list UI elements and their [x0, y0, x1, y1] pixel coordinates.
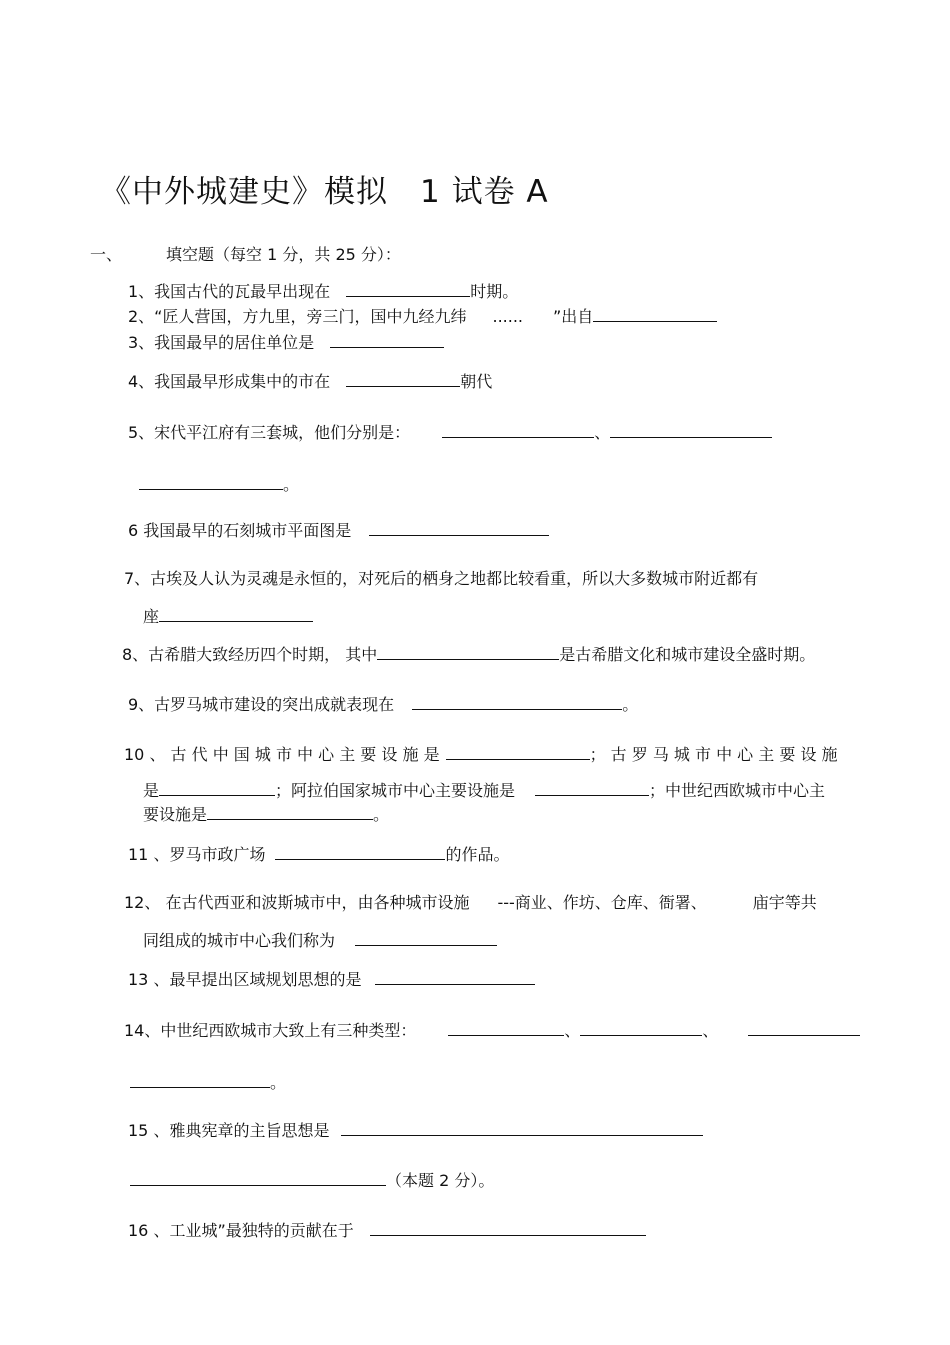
question-13-text: 13 、最早提出区域规划思想的是 — [128, 970, 362, 989]
answer-blank[interactable] — [446, 742, 590, 760]
answer-blank[interactable] — [448, 1018, 564, 1036]
question-9-text: 9、古罗马城市建设的突出成就表现在 — [128, 695, 395, 714]
section-heading-row — [90, 244, 401, 266]
question-12-text: 12、 在古代西亚和波斯城市中，由各种城市设施 — [124, 893, 470, 912]
question-7-continued — [143, 604, 313, 628]
answer-blank[interactable] — [377, 642, 559, 660]
answer-blank[interactable] — [341, 1118, 703, 1136]
answer-blank[interactable] — [275, 842, 445, 860]
answer-blank[interactable] — [330, 330, 444, 348]
question-1 — [128, 279, 518, 303]
answer-blank[interactable] — [355, 928, 497, 946]
question-12-continued — [143, 928, 497, 952]
separator: 、 — [594, 423, 611, 442]
answer-blank[interactable] — [159, 778, 275, 796]
question-15-note: （本题 2 分）。 — [386, 1171, 495, 1190]
question-9 — [128, 692, 638, 716]
question-14 — [124, 1018, 860, 1042]
section-number: 一、 — [90, 245, 123, 264]
question-5-continued — [139, 472, 299, 496]
question-11 — [128, 842, 509, 866]
question-10-text-b: ； 古 罗 马 城 市 中 心 主 要 设 施 — [589, 745, 838, 764]
answer-blank[interactable] — [580, 1018, 702, 1036]
answer-blank[interactable] — [748, 1018, 860, 1036]
question-5-text: 5、宋代平江府有三套城，他们分别是： — [128, 423, 411, 442]
question-3-text: 3、我国最早的居住单位是 — [128, 333, 315, 352]
separator: 、 — [702, 1021, 719, 1040]
question-12-text-c: 庙宇等共 — [752, 893, 817, 912]
question-2-text: 2、“匠人营国，方九里，旁三门，国中九经九纬 — [128, 307, 467, 326]
question-1-suffix: 时期。 — [470, 282, 519, 301]
question-12-text-b: ---商业、作坊、仓库、衙署、 — [497, 893, 707, 912]
question-15-text: 15 、雅典宪章的主旨思想是 — [128, 1121, 330, 1140]
question-12-text-d: 同组成的城市中心我们称为 — [143, 931, 336, 950]
question-10-text: 10 、 古 代 中 国 城 市 中 心 主 要 设 施 是 — [124, 745, 440, 764]
question-11-suffix: 的作品。 — [445, 845, 510, 864]
question-10-continued — [143, 778, 825, 802]
question-10-text-f: 要设施是 — [143, 805, 208, 824]
question-14-text: 14、中世纪西欧城市大致上有三种类型： — [124, 1021, 417, 1040]
question-15 — [128, 1118, 703, 1142]
separator: 、 — [564, 1021, 581, 1040]
question-6 — [128, 518, 549, 542]
answer-blank[interactable] — [535, 778, 649, 796]
period: 。 — [283, 475, 300, 494]
question-4-suffix: 朝代 — [460, 372, 493, 391]
answer-blank[interactable] — [139, 472, 283, 490]
answer-blank[interactable] — [369, 518, 549, 536]
question-7 — [124, 568, 758, 590]
answer-blank[interactable] — [346, 279, 470, 297]
question-8-text: 8、古希腊大致经历四个时期， 其中 — [122, 645, 378, 664]
page-title: 《中外城建史》模拟 1 试卷 A — [100, 174, 549, 210]
answer-blank[interactable] — [375, 967, 535, 985]
question-2-ellipsis: ...... — [492, 307, 523, 326]
question-7-text: 7、古埃及人认为灵魂是永恒的，对死后的栖身之地都比较看重，所以大多数城市附近都有 — [124, 569, 759, 588]
answer-blank[interactable] — [159, 604, 313, 622]
question-4 — [128, 369, 492, 393]
question-3 — [128, 330, 444, 354]
question-2 — [128, 304, 717, 328]
question-10-text-d: ；阿拉伯国家城市中心主要设施是 — [275, 781, 516, 800]
answer-blank[interactable] — [130, 1168, 386, 1186]
question-16-text: 16 、工业城”最独特的贡献在于 — [128, 1221, 354, 1240]
question-13 — [128, 967, 535, 991]
period: 。 — [373, 805, 390, 824]
period: 。 — [622, 695, 639, 714]
period: 。 — [270, 1073, 287, 1092]
answer-blank[interactable] — [412, 692, 622, 710]
question-11-text: 11 、罗马市政广场 — [128, 845, 266, 864]
answer-blank[interactable] — [610, 420, 772, 438]
question-10 — [124, 742, 838, 766]
question-10-continued-2 — [143, 802, 389, 826]
question-8 — [122, 642, 815, 666]
question-10-text-c: 是 — [143, 781, 160, 800]
answer-blank[interactable] — [593, 304, 717, 322]
question-10-text-e: ；中世纪西欧城市中心主 — [649, 781, 826, 800]
question-7-text-2: 座 — [143, 607, 160, 626]
question-4-text: 4、我国最早形成集中的市在 — [128, 372, 331, 391]
answer-blank[interactable] — [370, 1218, 646, 1236]
question-14-continued — [130, 1070, 286, 1094]
answer-blank[interactable] — [207, 802, 373, 820]
question-2-source: ”出自 — [553, 307, 594, 326]
question-15-continued — [130, 1168, 494, 1192]
question-5 — [128, 420, 772, 444]
question-16 — [128, 1218, 646, 1242]
question-12 — [124, 892, 817, 914]
answer-blank[interactable] — [346, 369, 460, 387]
question-1-text: 1、我国古代的瓦最早出现在 — [128, 282, 331, 301]
question-6-text: 6 我国最早的石刻城市平面图是 — [128, 521, 352, 540]
section-heading: 填空题（每空 1 分，共 25 分）： — [166, 245, 401, 264]
question-8-suffix: 是古希腊文化和城市建设全盛时期。 — [559, 645, 816, 664]
answer-blank[interactable] — [442, 420, 594, 438]
answer-blank[interactable] — [130, 1070, 270, 1088]
